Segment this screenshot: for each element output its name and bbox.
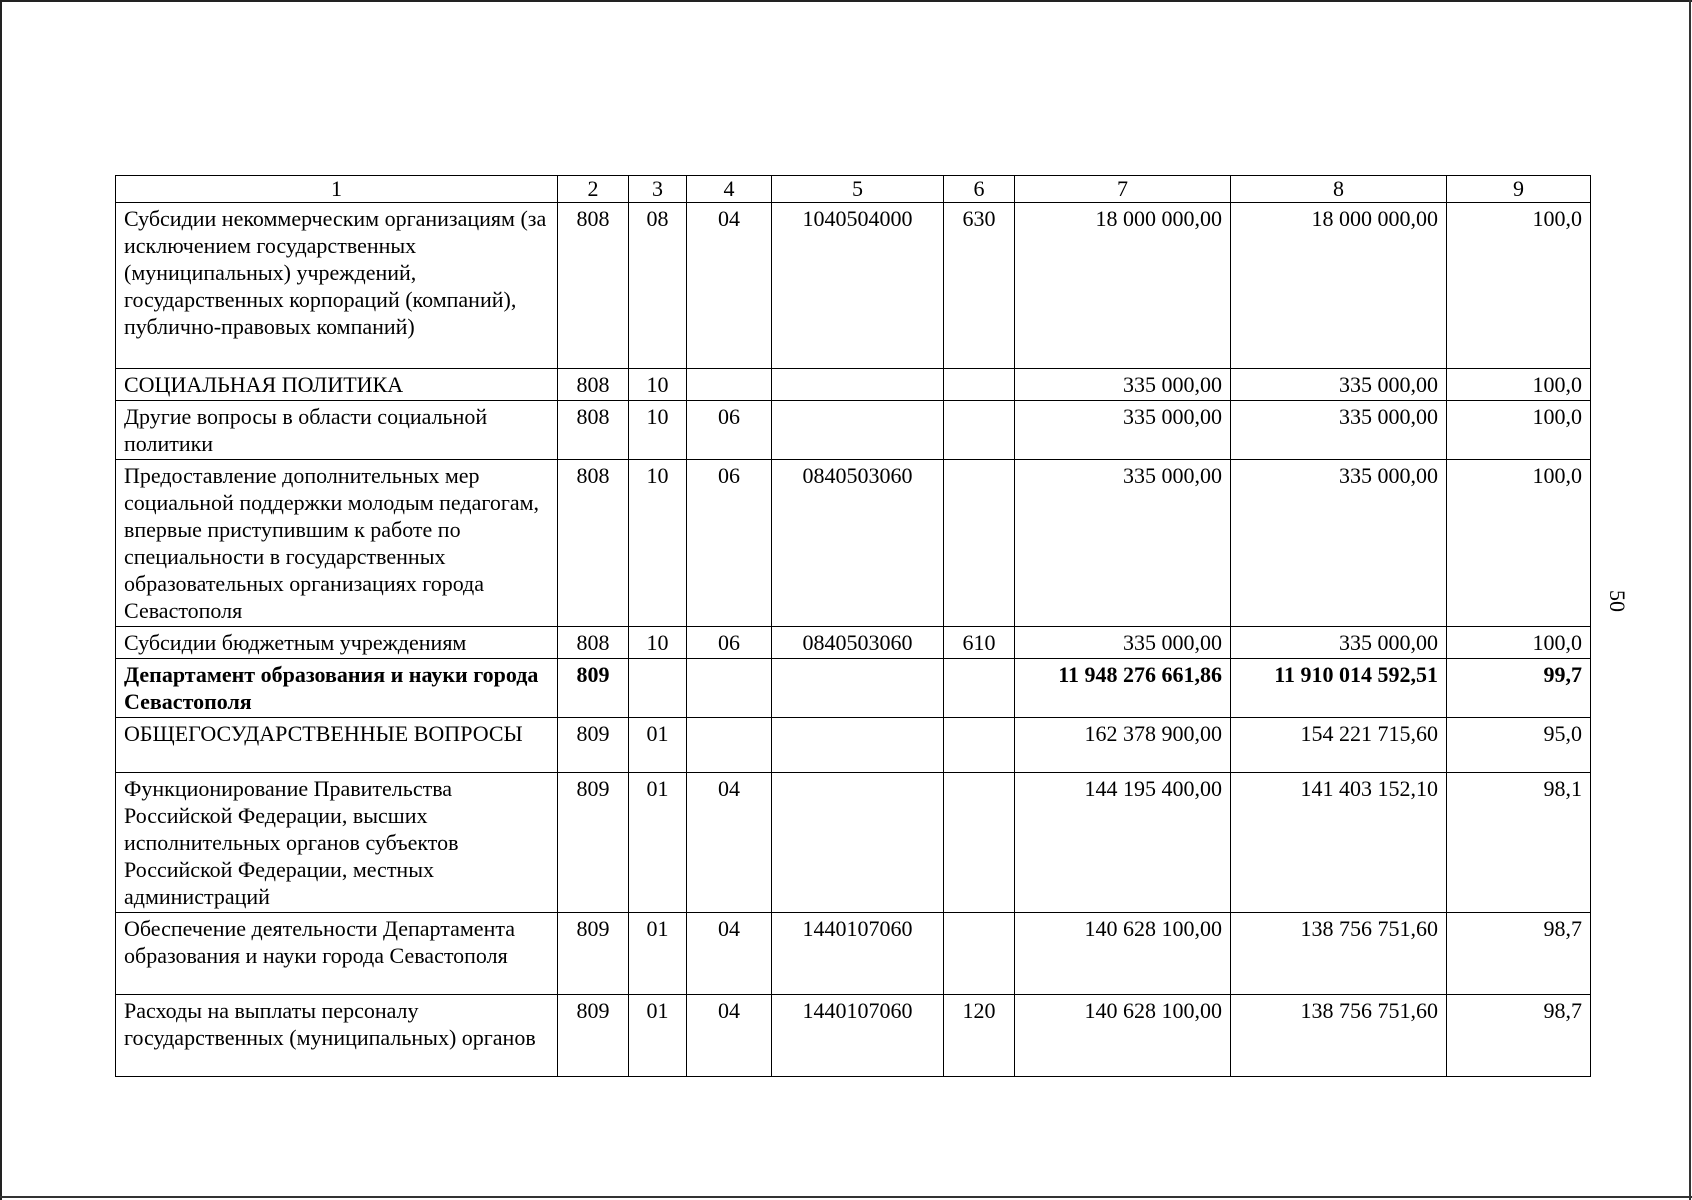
row-name: Обеспечение деятельности Департамента образования и науки города Севастополя xyxy=(116,913,558,995)
table-row xyxy=(116,627,1591,659)
cell-amount-7: 335 000,00 xyxy=(1015,369,1231,401)
cell-code-4 xyxy=(687,718,772,773)
header-cell: 1 xyxy=(116,176,558,203)
cell-code-5: 0840503060 xyxy=(772,460,944,627)
cell-percent-9: 99,7 xyxy=(1447,659,1591,718)
cell-amount-8: 335 000,00 xyxy=(1231,401,1447,460)
cell-code-5 xyxy=(772,369,944,401)
cell-code-4 xyxy=(687,369,772,401)
cell-percent-9: 95,0 xyxy=(1447,718,1591,773)
cell-code-6 xyxy=(944,401,1015,460)
cell-code-2: 808 xyxy=(558,401,629,460)
header-cell: 6 xyxy=(944,176,1015,203)
cell-code-2: 809 xyxy=(558,773,629,913)
cell-amount-7: 335 000,00 xyxy=(1015,627,1231,659)
cell-percent-9: 100,0 xyxy=(1447,460,1591,627)
cell-code-6 xyxy=(944,913,1015,995)
header-cell: 2 xyxy=(558,176,629,203)
cell-amount-7: 335 000,00 xyxy=(1015,401,1231,460)
cell-percent-9: 100,0 xyxy=(1447,203,1591,369)
cell-amount-7: 140 628 100,00 xyxy=(1015,995,1231,1077)
row-name: Субсидии бюджетным учреждениям xyxy=(116,627,558,659)
cell-code-4: 04 xyxy=(687,913,772,995)
header-cell: 3 xyxy=(629,176,687,203)
cell-code-5: 1040504000 xyxy=(772,203,944,369)
cell-code-3: 01 xyxy=(629,995,687,1077)
header-cell: 8 xyxy=(1231,176,1447,203)
cell-code-2: 809 xyxy=(558,995,629,1077)
table-row xyxy=(116,913,1591,995)
table-row-department xyxy=(116,659,1591,718)
cell-percent-9: 100,0 xyxy=(1447,369,1591,401)
budget-table xyxy=(115,175,1591,1077)
cell-amount-8: 138 756 751,60 xyxy=(1231,913,1447,995)
cell-code-3: 10 xyxy=(629,460,687,627)
cell-code-6 xyxy=(944,773,1015,913)
header-cell: 4 xyxy=(687,176,772,203)
cell-code-3: 01 xyxy=(629,718,687,773)
cell-amount-8: 11 910 014 592,51 xyxy=(1231,659,1447,718)
cell-code-2: 808 xyxy=(558,203,629,369)
cell-code-2: 808 xyxy=(558,369,629,401)
cell-code-5: 1440107060 xyxy=(772,995,944,1077)
cell-code-5 xyxy=(772,773,944,913)
table-row xyxy=(116,773,1591,913)
cell-amount-8: 138 756 751,60 xyxy=(1231,995,1447,1077)
row-name: Другие вопросы в области социальной политики xyxy=(116,401,558,460)
cell-amount-7: 162 378 900,00 xyxy=(1015,718,1231,773)
cell-code-4 xyxy=(687,659,772,718)
cell-amount-8: 335 000,00 xyxy=(1231,627,1447,659)
cell-code-2: 809 xyxy=(558,913,629,995)
cell-code-2: 809 xyxy=(558,718,629,773)
cell-percent-9: 98,7 xyxy=(1447,995,1591,1077)
cell-code-3: 08 xyxy=(629,203,687,369)
row-name: Предоставление дополнительных мер социальной поддержки молодым педагогам, впервые приступившим к работе по специальности в государственных образовательных организациях города Севастополя xyxy=(116,460,558,627)
cell-code-6 xyxy=(944,718,1015,773)
cell-amount-8: 141 403 152,10 xyxy=(1231,773,1447,913)
cell-code-4: 04 xyxy=(687,203,772,369)
table-row xyxy=(116,401,1591,460)
cell-percent-9: 100,0 xyxy=(1447,401,1591,460)
header-cell: 7 xyxy=(1015,176,1231,203)
cell-code-3: 10 xyxy=(629,369,687,401)
table-row xyxy=(116,203,1591,369)
cell-code-5 xyxy=(772,401,944,460)
cell-percent-9: 100,0 xyxy=(1447,627,1591,659)
cell-code-3 xyxy=(629,659,687,718)
cell-amount-7: 11 948 276 661,86 xyxy=(1015,659,1231,718)
cell-amount-7: 335 000,00 xyxy=(1015,460,1231,627)
table-row xyxy=(116,460,1591,627)
cell-code-4: 04 xyxy=(687,773,772,913)
row-name: Функционирование Правительства Российской Федерации, высших исполнительных органов субъектов Российской Федерации, местных администраций xyxy=(116,773,558,913)
header-cell: 9 xyxy=(1447,176,1591,203)
cell-code-2: 809 xyxy=(558,659,629,718)
table-header-row xyxy=(116,176,1591,203)
scan-edge-bottom xyxy=(0,1196,1692,1198)
scan-edge-top xyxy=(0,0,1692,2)
cell-code-5 xyxy=(772,718,944,773)
cell-code-6: 120 xyxy=(944,995,1015,1077)
cell-code-5: 0840503060 xyxy=(772,627,944,659)
row-name: ОБЩЕГОСУДАРСТВЕННЫЕ ВОПРОСЫ xyxy=(116,718,558,773)
cell-code-6 xyxy=(944,460,1015,627)
scan-edge-left xyxy=(0,0,2,1200)
cell-code-3: 01 xyxy=(629,913,687,995)
cell-amount-8: 335 000,00 xyxy=(1231,369,1447,401)
cell-code-3: 10 xyxy=(629,401,687,460)
cell-amount-8: 18 000 000,00 xyxy=(1231,203,1447,369)
row-name: СОЦИАЛЬНАЯ ПОЛИТИКА xyxy=(116,369,558,401)
row-name: Департамент образования и науки города Севастополя xyxy=(116,659,558,718)
cell-code-4: 04 xyxy=(687,995,772,1077)
cell-amount-8: 154 221 715,60 xyxy=(1231,718,1447,773)
cell-amount-8: 335 000,00 xyxy=(1231,460,1447,627)
cell-code-4: 06 xyxy=(687,460,772,627)
cell-code-6 xyxy=(944,369,1015,401)
cell-code-3: 10 xyxy=(629,627,687,659)
cell-amount-7: 140 628 100,00 xyxy=(1015,913,1231,995)
cell-percent-9: 98,7 xyxy=(1447,913,1591,995)
header-cell: 5 xyxy=(772,176,944,203)
cell-code-4: 06 xyxy=(687,627,772,659)
cell-amount-7: 18 000 000,00 xyxy=(1015,203,1231,369)
cell-code-5 xyxy=(772,659,944,718)
cell-percent-9: 98,1 xyxy=(1447,773,1591,913)
cell-amount-7: 144 195 400,00 xyxy=(1015,773,1231,913)
cell-code-2: 808 xyxy=(558,627,629,659)
cell-code-6 xyxy=(944,659,1015,718)
cell-code-5: 1440107060 xyxy=(772,913,944,995)
scan-edge-right xyxy=(1689,0,1691,1200)
table-row xyxy=(116,718,1591,773)
cell-code-6: 630 xyxy=(944,203,1015,369)
cell-code-6: 610 xyxy=(944,627,1015,659)
cell-code-2: 808 xyxy=(558,460,629,627)
row-name: Расходы на выплаты персоналу государственных (муниципальных) органов xyxy=(116,995,558,1077)
table-row xyxy=(116,369,1591,401)
table-row xyxy=(116,995,1591,1077)
cell-code-3: 01 xyxy=(629,773,687,913)
row-name: Субсидии некоммерческим организациям (за исключением государственных (муниципальных) учреждений, государственных корпораций (компаний), публично-правовых компаний) xyxy=(116,203,558,369)
page-number: 50 xyxy=(1605,590,1630,612)
cell-code-4: 06 xyxy=(687,401,772,460)
